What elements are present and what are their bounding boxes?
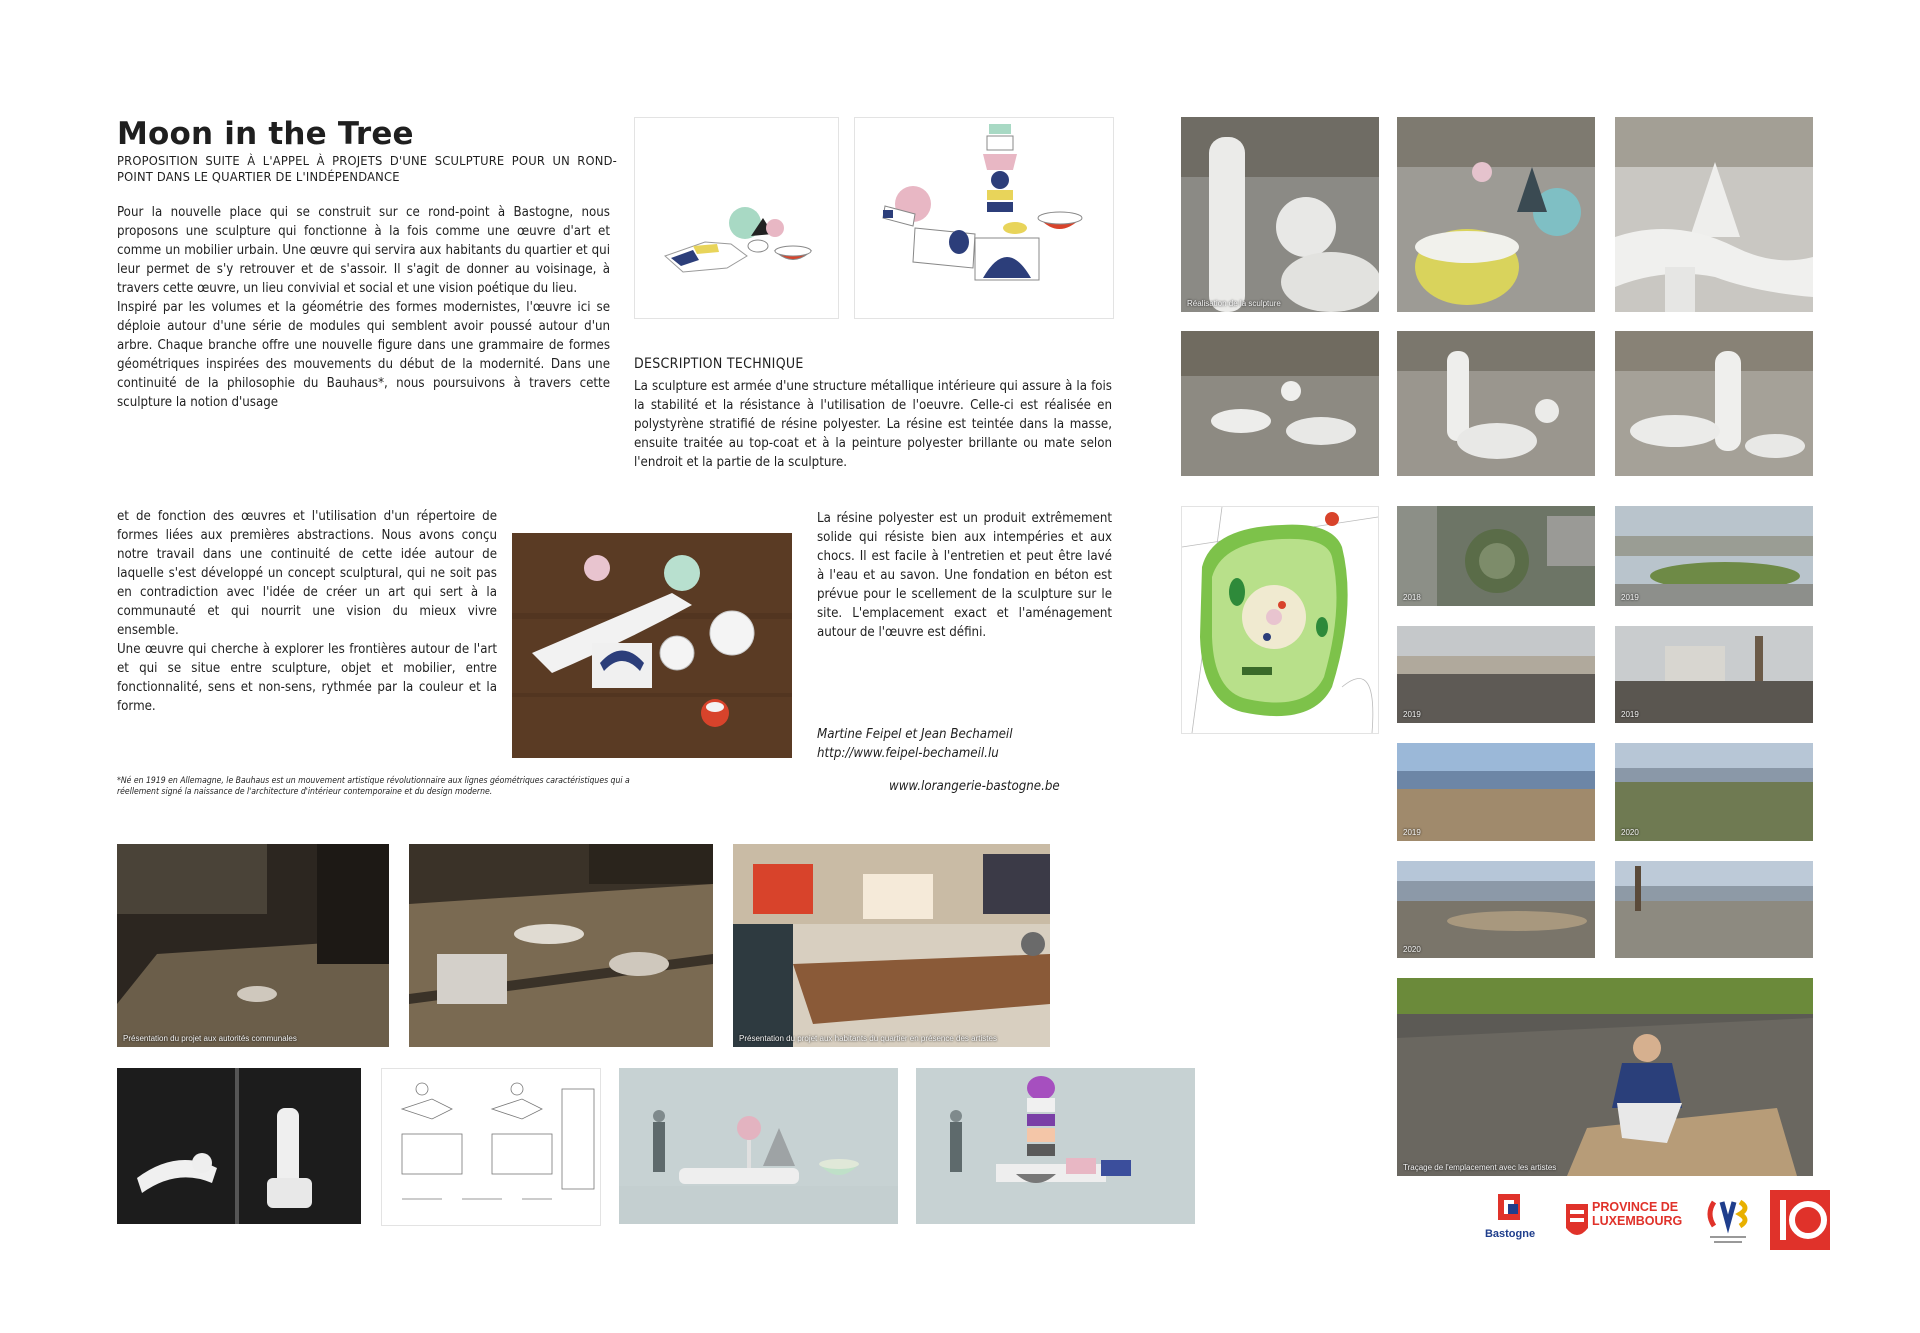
bastogne-logo (1480, 1190, 1540, 1250)
render-1 (619, 1068, 898, 1224)
tech-heading: DESCRIPTION TECHNIQUE (634, 356, 804, 372)
site-photo-3 (1397, 626, 1595, 723)
workshop-photo-image (1397, 331, 1595, 476)
site-photo-image (1397, 861, 1595, 958)
page-title: Moon in the Tree (117, 116, 414, 152)
intro-paragraph: Une œuvre qui cherche à explorer les frontières autour de l'art et qui se situe entre sculpture, objet et mobilier, entre fonctionnalité, sens et non-sens, rythmée par la couleur et la forme. (117, 642, 497, 714)
year-label: 2018 (1403, 593, 1421, 602)
model-photo-image (512, 533, 792, 758)
site-photo-image (1615, 626, 1813, 723)
technical-drawing (381, 1068, 601, 1226)
site-photo-image (1397, 743, 1595, 841)
photo-caption: Traçage de l'emplacement avec les artistes (1403, 1163, 1557, 1172)
federation-logo (1704, 1194, 1752, 1248)
site-photo-5 (1397, 743, 1595, 841)
sketch-large (854, 117, 1114, 319)
workshop-photo-image (1615, 331, 1813, 476)
province-crest-icon (1564, 1198, 1590, 1248)
model-photo (512, 533, 792, 758)
photo-caption: Réalisation de la sculpture (1187, 299, 1281, 308)
year-label: 2019 (1403, 828, 1421, 837)
authors-block (817, 725, 1013, 763)
intro-text-continued (117, 507, 497, 716)
workshop-photo-4 (1181, 331, 1379, 476)
year-label: 2020 (1621, 828, 1639, 837)
workshop-photo-5 (1397, 331, 1595, 476)
meeting-photo-1 (117, 844, 389, 1047)
placement-photo (1397, 978, 1813, 1176)
site-photo-image (1397, 626, 1595, 723)
meeting-photo-image (117, 844, 389, 1047)
intro-text (117, 203, 610, 412)
workshop-photo-image (1397, 117, 1595, 312)
year-label: 2020 (1403, 945, 1421, 954)
workshop-photo-image (1615, 117, 1813, 312)
province-name: PROVINCE DE LUXEMBOURG (1592, 1200, 1683, 1228)
meeting-photo-image (409, 844, 713, 1047)
meeting-photo-image (733, 844, 1050, 1047)
tech-description: La sculpture est armée d'une structure métallique intérieure qui assure à la fois la stabilité et la résistance à l'utilisation de l'oeuvre. Celle-ci est réalisée en polystyrène stratifié de résine polyester. La résine est teintée dans la masse, ensuite traitée au top-coat et à la peinture polyester brillante ou mate selon l'endroit et la partie de la sculpture. (634, 379, 1112, 470)
intro-paragraph: et de fonction des œuvres et l'utilisation d'un répertoire de formes liées aux premières abstractions. Nous avons conçu notre travail dans une continuité de cette idée autour de laquelle s'est développé un concept sculptural, qui ne soit pas en contradiction avec l'idée de créer un art qui sert à la communauté et qui nourrit une vision du mieux vivre ensemble. (117, 509, 497, 638)
photo-caption: Présentation du projet aux habitants du quartier en présence des artistes (739, 1034, 997, 1043)
year-label: 2019 (1403, 710, 1421, 719)
authors-url[interactable]: http://www.feipel-bechameil.lu (817, 746, 999, 761)
site-plan-drawing (1182, 507, 1378, 733)
year-label: 2019 (1621, 593, 1639, 602)
authors-names: Martine Feipel et Jean Bechameil (817, 727, 1013, 742)
workshop-photo-3 (1615, 117, 1813, 312)
photo-caption: Présentation du projet aux autorités communales (123, 1034, 297, 1043)
bastogne-emblem-icon (1480, 1190, 1540, 1250)
orangerie-logo (1770, 1190, 1830, 1250)
intro-paragraph: Pour la nouvelle place qui se construit sur ce rond-point à Bastogne, nous proposons une sculpture qui fonctionne à la fois comme une œuvre d'art et comme un mobilier urbain. Une œuvre qui servira aux habitants du quartier et qui leur permet de s'y retrouver et de s'assoir. Il s'agit de donner au voisinage, à travers cette œuvre, un lieu convivial et social et une vision poétique du lieu. (117, 205, 610, 296)
site-photo-6 (1615, 743, 1813, 841)
workshop-photo-6 (1615, 331, 1813, 476)
render-image (619, 1068, 898, 1224)
sketch-drawing (635, 118, 838, 318)
partner-logos (1480, 1190, 1830, 1250)
sketch-drawing (855, 118, 1113, 318)
site-photo-aerial-2 (1615, 506, 1813, 606)
site-photo-image (1615, 861, 1813, 958)
site-photo-image (1397, 506, 1595, 606)
site-photo-7 (1397, 861, 1595, 958)
site-photo-aerial-1 (1397, 506, 1595, 606)
site-photo-image (1615, 743, 1813, 841)
workshop-photo-2 (1397, 117, 1595, 312)
render-image (916, 1068, 1195, 1224)
intro-paragraph: Inspiré par les volumes et la géométrie des formes modernistes, l'œuvre ici se déploie autour d'une série de modules qui semblent avoir poussé autour d'un arbre. Chaque branche offre une nouvelle figure dans une grammaire de formes géométriques inspirées des mouvements du début de la modernité. Dans une continuité de la philosophie du Bauhaus*, nous poursuivons à travers cette sculpture la notion d'usage (117, 300, 610, 410)
resin-description: La résine polyester est un produit extrêmement solide qui résiste bien aux intempéries et aux chocs. Il est facile à l'entretien et peut être lavé à l'eau et au savon. Une fondation en béton est prévue pour le scellement de la sculpture sur le site. L'emplacement exact et l'aménagement autour de l'œuvre est défini. (817, 511, 1112, 640)
placement-photo-image (1397, 978, 1813, 1176)
bastogne-label: Bastogne (1484, 1228, 1536, 1240)
footnote: *Né en 1919 en Allemagne, le Bauhaus est un mouvement artistique révolutionnaire aux lignes géométriques caractéristiques qui a réellement signé la naissance de l'architecture d'intérieur contemporaine et du design moderne. (117, 776, 630, 797)
site-photo-image (1615, 506, 1813, 606)
model-3d-photo (117, 1068, 361, 1224)
federation-emblem-icon (1704, 1194, 1752, 1248)
workshop-photo-image (1181, 117, 1379, 312)
render-2 (916, 1068, 1195, 1224)
technical-drawing-image (382, 1069, 600, 1225)
subtitle: PROPOSITION SUITE À L'APPEL À PROJETS D'UNE SCULPTURE POUR UN ROND-POINT DANS LE QUARTIER DE L'INDÉPENDANCE (117, 154, 617, 185)
meeting-photo-3 (733, 844, 1050, 1047)
sketch-small (634, 117, 839, 319)
workshop-photo-image (1181, 331, 1379, 476)
year-label: 2019 (1621, 710, 1639, 719)
meeting-photo-2 (409, 844, 713, 1047)
orangerie-emblem-icon (1770, 1190, 1830, 1250)
site-url[interactable]: www.lorangerie-bastogne.be (889, 779, 1060, 794)
site-photo-4 (1615, 626, 1813, 723)
model-3d-image (117, 1068, 361, 1224)
province-logo (1564, 1196, 1684, 1246)
site-photo-8 (1615, 861, 1813, 958)
site-plan (1181, 506, 1379, 734)
workshop-photo-1 (1181, 117, 1379, 312)
